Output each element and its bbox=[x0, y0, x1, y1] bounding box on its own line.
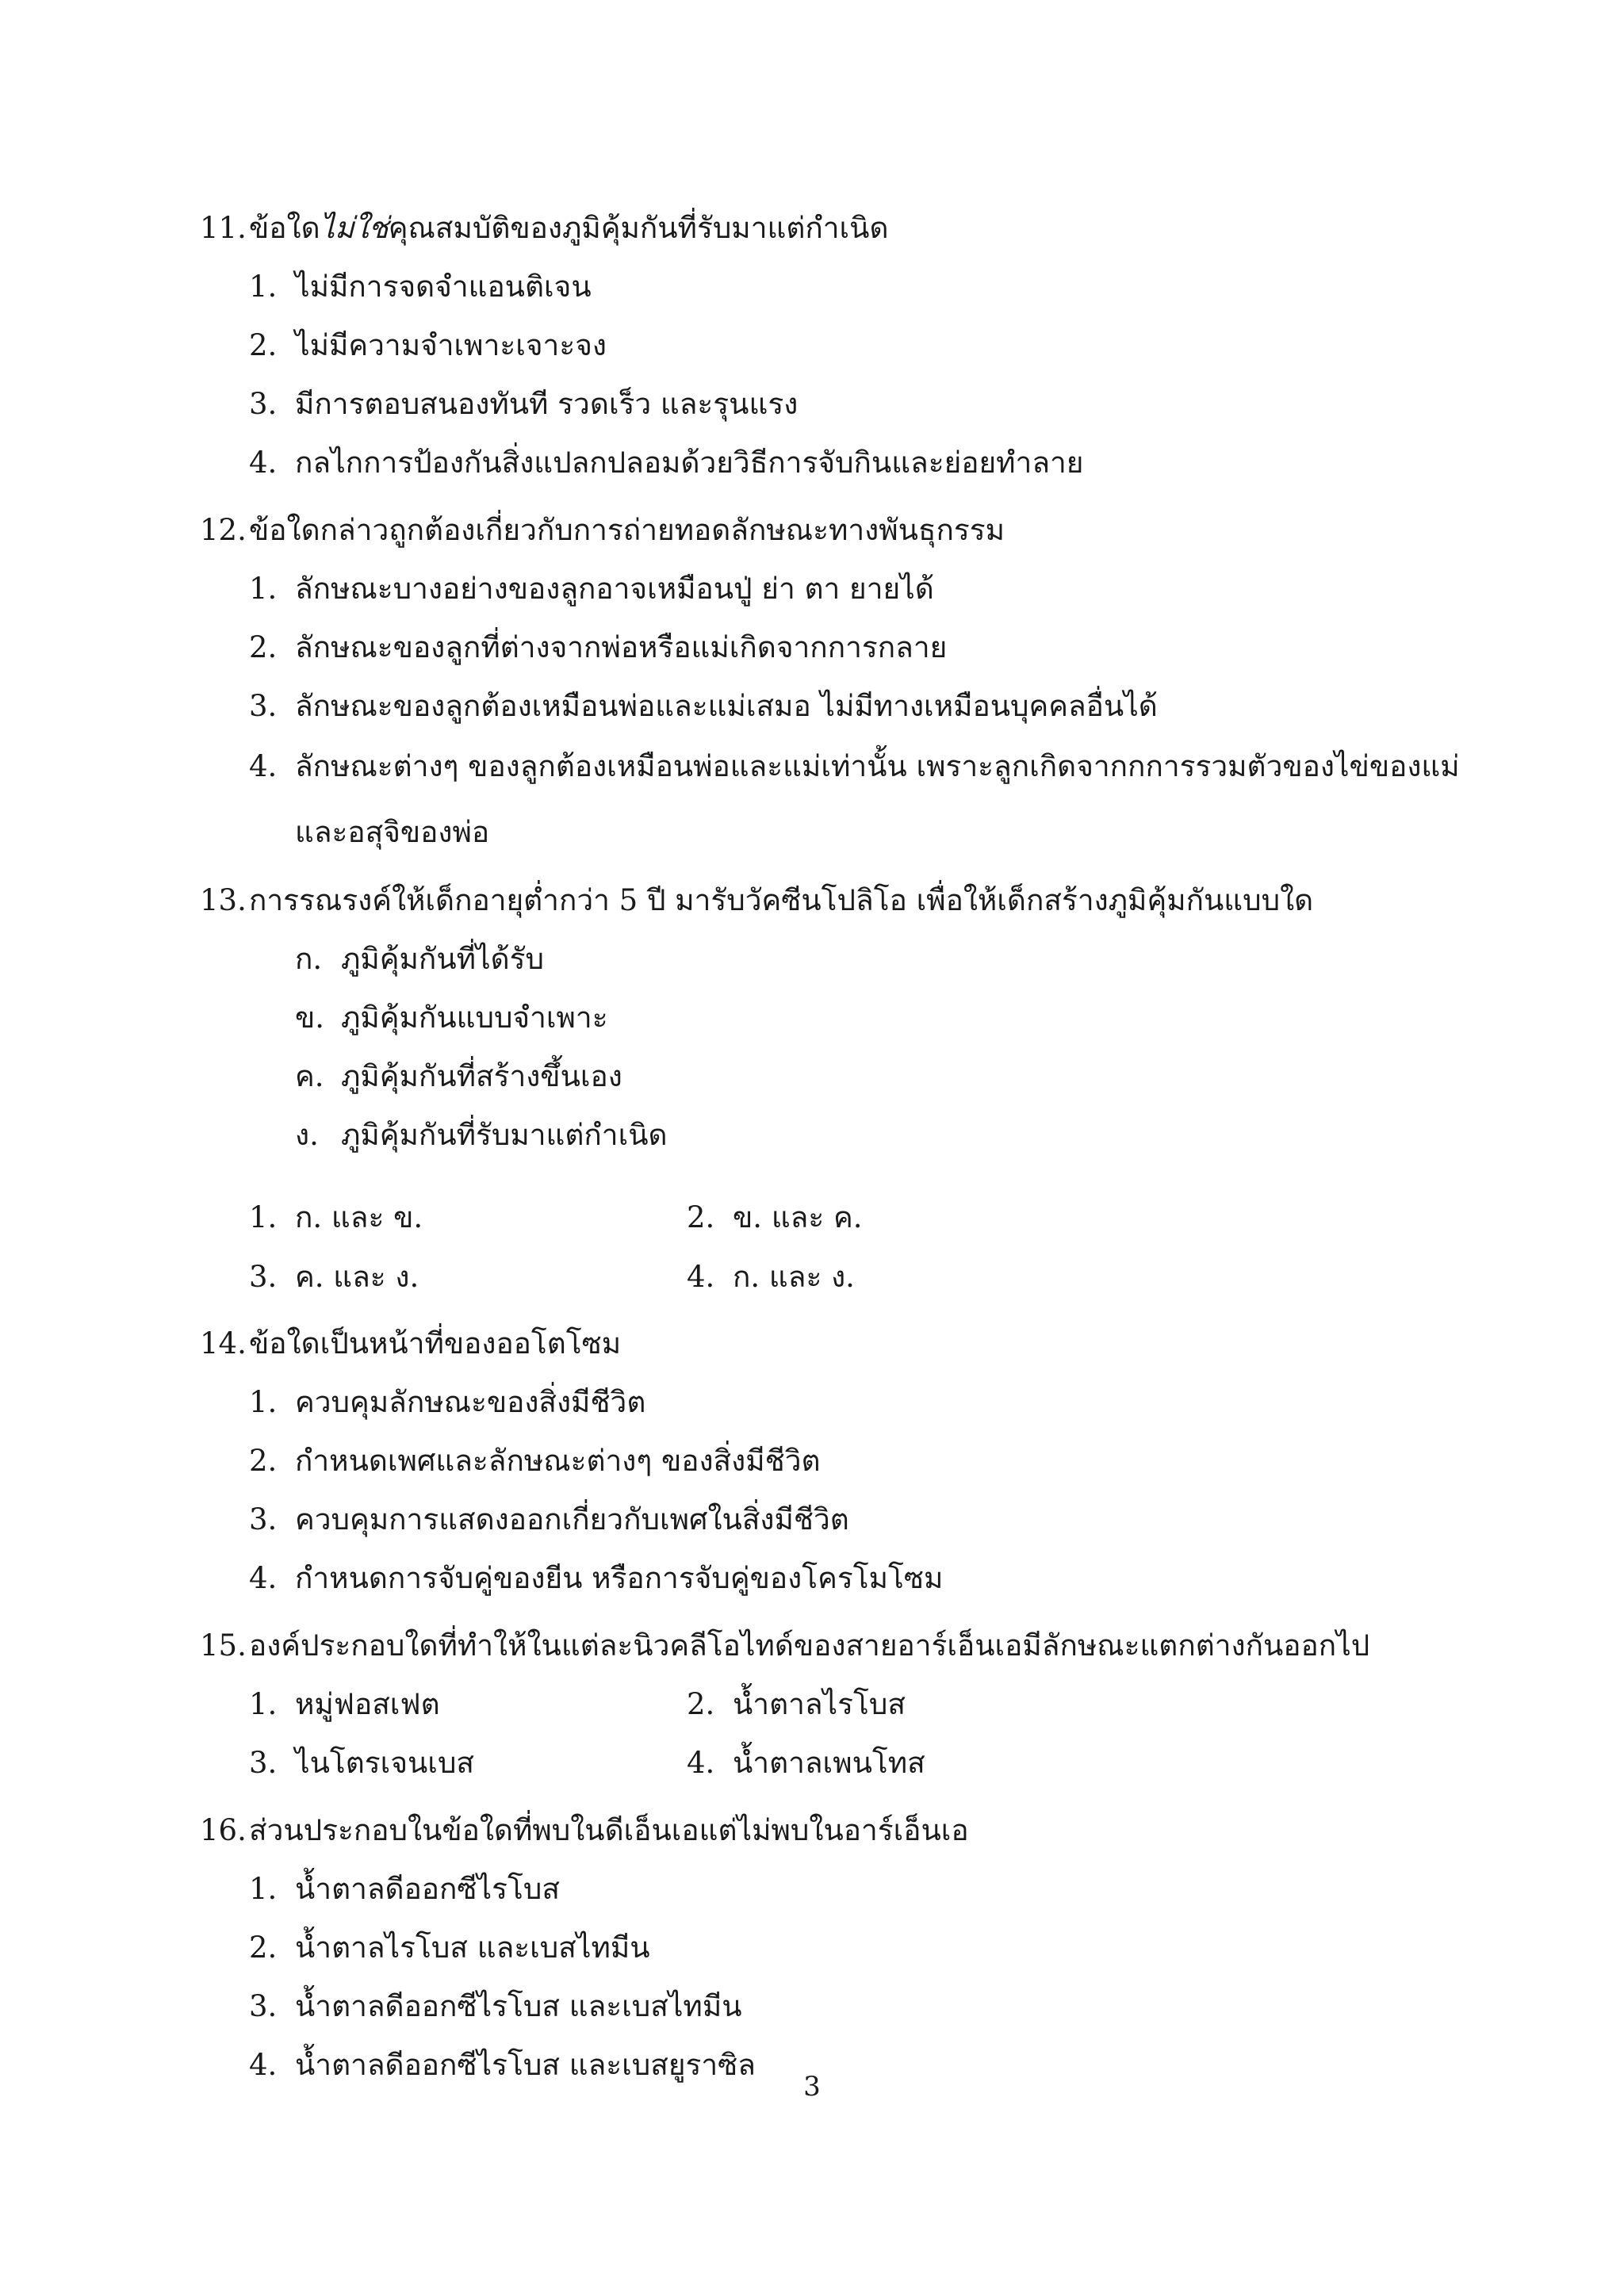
option-text: ก. และ ง. bbox=[733, 1260, 855, 1294]
statement-text: ภูมิคุ้มกันแบบจำเพาะ bbox=[341, 1001, 608, 1035]
option-text: น้ำตาลดีออกซีไรโบส bbox=[295, 1872, 560, 1906]
option-text: มีการตอบสนองทันที รวดเร็ว และรุนแรง bbox=[295, 387, 799, 421]
question-number: 11. bbox=[200, 211, 247, 245]
question-number: 14. bbox=[200, 1326, 247, 1360]
statement-text: ภูมิคุ้มกันที่รับมาแต่กำเนิด bbox=[341, 1118, 668, 1152]
option-number: 3. bbox=[249, 1502, 278, 1536]
question-16-option-3 bbox=[249, 1979, 742, 2034]
question-11-option-3 bbox=[249, 377, 798, 432]
option-text: หมู่ฟอสเฟต bbox=[295, 1687, 440, 1721]
statement-label: ข. bbox=[295, 1001, 325, 1035]
option-text: ก. และ ข. bbox=[295, 1200, 423, 1234]
option-text: ลักษณะต่างๆ ของลูกต้องเหมือนพ่อและแม่เท่านั้น เพราะลูกเกิดจากกการรวมตัวของไข่ของแม่ bbox=[295, 749, 1460, 783]
option-number: 4. bbox=[249, 2048, 278, 2082]
question-15-option-2 bbox=[687, 1677, 906, 1732]
option-number: 2. bbox=[249, 630, 278, 664]
option-number: 4. bbox=[687, 1260, 715, 1294]
option-text: ไม่มีความจำเพาะเจาะจง bbox=[295, 328, 607, 362]
option-text: ควบคุมลักษณะของสิ่งมีชีวิต bbox=[295, 1385, 646, 1419]
question-text: การรณรงค์ให้เด็กอายุต่ำกว่า 5 ปี มารับวัคซีนโปลิโอ เพื่อให้เด็กสร้างภูมิคุ้มกันแบบใด bbox=[249, 883, 1314, 917]
option-number: 3. bbox=[249, 1989, 278, 2023]
statement-label: ค. bbox=[295, 1059, 324, 1093]
option-text: ไนโตรเจนเบส bbox=[295, 1746, 475, 1780]
option-text: ค. และ ง. bbox=[295, 1260, 419, 1294]
question-12-option-4 bbox=[249, 739, 1460, 794]
question-text: ส่วนประกอบในข้อใดที่พบในดีเอ็นเอแต่ไม่พบในอาร์เอ็นเอ bbox=[249, 1813, 969, 1847]
question-13-statement-d bbox=[295, 1108, 668, 1163]
option-text: กำหนดเพศและลักษณะต่างๆ ของสิ่งมีชีวิต bbox=[295, 1444, 821, 1478]
question-12-option-2 bbox=[249, 620, 947, 675]
option-text: ข. และ ค. bbox=[733, 1200, 863, 1234]
option-number: 4. bbox=[687, 1746, 715, 1780]
question-12-option-1 bbox=[249, 561, 934, 617]
option-number: 2. bbox=[249, 328, 278, 362]
question-14-option-4 bbox=[249, 1551, 943, 1606]
option-number: 4. bbox=[249, 1561, 278, 1595]
question-16-option-2 bbox=[249, 1920, 650, 1976]
option-number: 2. bbox=[687, 1687, 715, 1721]
option-text: ลักษณะของลูกที่ต่างจากพ่อหรือแม่เกิดจากการกลาย bbox=[295, 630, 948, 664]
option-text: ลักษณะของลูกต้องเหมือนพ่อและแม่เสมอ ไม่มีทางเหมือนบุคคลอื่นได้ bbox=[295, 689, 1158, 723]
question-11-option-2 bbox=[249, 318, 607, 373]
question-13-option-4 bbox=[687, 1249, 855, 1305]
question-12-stem bbox=[200, 503, 1005, 558]
option-number: 4. bbox=[249, 446, 278, 480]
option-text: ไม่มีการจดจำแอนติเจน bbox=[295, 270, 592, 304]
question-number: 12. bbox=[200, 513, 247, 547]
option-number: 2. bbox=[249, 1931, 278, 1965]
question-text: ข้อใดเป็นหน้าที่ของออโตโซม bbox=[249, 1326, 622, 1360]
option-number: 1. bbox=[249, 1872, 278, 1906]
question-14-option-3 bbox=[249, 1492, 849, 1548]
option-number: 1. bbox=[249, 270, 278, 304]
statement-text: ภูมิคุ้มกันที่สร้างขึ้นเอง bbox=[341, 1059, 622, 1093]
statement-text: ภูมิคุ้มกันที่ได้รับ bbox=[341, 942, 545, 976]
option-text: น้ำตาลดีออกซีไรโบส และเบสไทมีน bbox=[295, 1989, 742, 2023]
question-number: 15. bbox=[200, 1628, 247, 1663]
option-number: 1. bbox=[249, 1385, 278, 1419]
option-text: น้ำตาลดีออกซีไรโบส และเบสยูราซิล bbox=[295, 2048, 756, 2082]
question-14-option-2 bbox=[249, 1433, 821, 1489]
option-text: น้ำตาลไรโบส bbox=[733, 1687, 906, 1721]
statement-label: ง. bbox=[295, 1118, 319, 1152]
question-number: 16. bbox=[200, 1813, 247, 1847]
question-text: ข้อใดกล่าวถูกต้องเกี่ยวกับการถ่ายทอดลักษณะทางพันธุกรรม bbox=[249, 513, 1005, 547]
question-12-option-3 bbox=[249, 679, 1158, 734]
question-text-suffix: คุณสมบัติของภูมิคุ้มกันที่รับมาแต่กำเนิด bbox=[388, 211, 889, 245]
option-number: 3. bbox=[249, 1260, 278, 1294]
option-text: ควบคุมการแสดงออกเกี่ยวกับเพศในสิ่งมีชีวิต bbox=[295, 1502, 849, 1536]
question-14-stem bbox=[200, 1316, 621, 1372]
question-13-option-2 bbox=[687, 1190, 862, 1246]
question-15-option-1 bbox=[249, 1677, 440, 1732]
question-11-option-4 bbox=[249, 435, 1083, 491]
question-15-option-4 bbox=[687, 1735, 925, 1791]
question-13-stem bbox=[200, 873, 1313, 928]
option-number: 3. bbox=[249, 387, 278, 421]
question-16-option-1 bbox=[249, 1862, 560, 1917]
question-12-option-4-continuation: และอสุจิของพ่อ bbox=[295, 815, 490, 849]
question-13-option-3 bbox=[249, 1249, 419, 1305]
question-13-option-1 bbox=[249, 1190, 423, 1246]
question-11-stem bbox=[200, 201, 889, 256]
option-number: 2. bbox=[249, 1444, 278, 1478]
question-11-option-1 bbox=[249, 259, 592, 315]
option-number: 3. bbox=[249, 1746, 278, 1780]
option-text: ลักษณะบางอย่างของลูกอาจเหมือนปู่ ย่า ตา ยายได้ bbox=[295, 572, 934, 606]
option-number: 1. bbox=[249, 1200, 278, 1234]
option-number: 3. bbox=[249, 689, 278, 723]
option-number: 4. bbox=[249, 749, 278, 783]
question-text-prefix: ข้อใด bbox=[249, 211, 320, 245]
option-number: 2. bbox=[687, 1200, 715, 1234]
question-13-statement-b bbox=[295, 990, 608, 1046]
option-text: กำหนดการจับคู่ของยีน หรือการจับคู่ของโครโมโซม bbox=[295, 1561, 944, 1595]
question-15-option-3 bbox=[249, 1735, 474, 1791]
question-15-stem bbox=[200, 1618, 1369, 1674]
option-text: กลไกการป้องกันสิ่งแปลกปลอมด้วยวิธีการจับกินและย่อยทำลาย bbox=[295, 446, 1084, 480]
option-number: 1. bbox=[249, 572, 278, 606]
question-16-stem bbox=[200, 1803, 969, 1858]
question-13-statement-a bbox=[295, 932, 544, 987]
question-text: องค์ประกอบใดที่ทำให้ในแต่ละนิวคลีโอไทด์ของสายอาร์เอ็นเอมีลักษณะแตกต่างกันออกไป bbox=[249, 1628, 1370, 1663]
question-14-option-1 bbox=[249, 1375, 645, 1430]
question-number: 13. bbox=[200, 883, 247, 917]
page-number: 3 bbox=[803, 2071, 821, 2103]
option-number: 1. bbox=[249, 1687, 278, 1721]
question-emphasis: ไม่ใช่ bbox=[320, 211, 389, 245]
statement-label: ก. bbox=[295, 942, 323, 976]
option-text: น้ำตาลเพนโทส bbox=[733, 1746, 925, 1780]
question-13-statement-c bbox=[295, 1049, 622, 1104]
option-text: น้ำตาลไรโบส และเบสไทมีน bbox=[295, 1931, 650, 1965]
